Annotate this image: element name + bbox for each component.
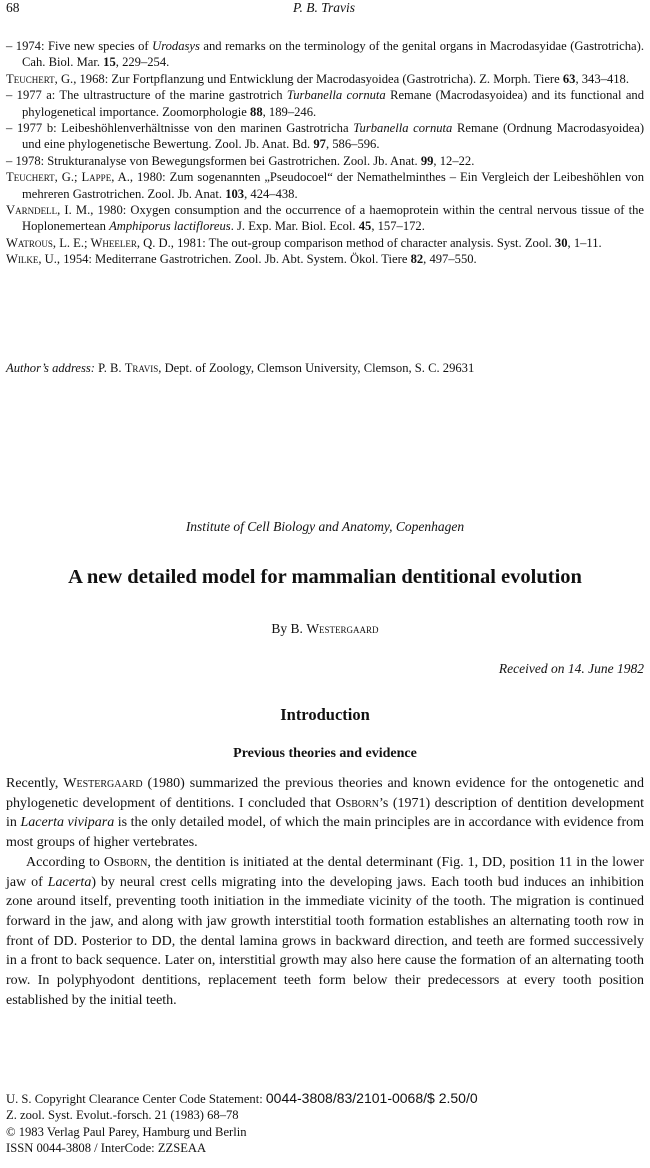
ref-volume: 103 xyxy=(225,186,245,201)
ref-italic: Amphiporus lactifloreus xyxy=(109,219,231,234)
text-run: is the only detailed model, of which the main principles are in accordance with evidence from most groups of higher vertebrates. xyxy=(6,815,644,851)
ref-dash: – xyxy=(6,121,17,136)
ref-author: Watrous, L. E.; Wheeler, Q. D. xyxy=(6,235,171,250)
ref-text: 1977 a: The ultrastructure of the marine gastrotrich xyxy=(16,88,287,103)
text-run: , the dentition is initiated at the dental determinant (Fig. 1, DD, position 11 in the lower jaw of xyxy=(6,854,644,890)
reference-entry xyxy=(6,120,644,153)
ref-volume: 88 xyxy=(250,104,263,119)
copyright-label: U. S. Copyright Clearance Center Code Statement: xyxy=(6,1092,266,1106)
byline-author: Westergaard xyxy=(306,621,379,636)
ref-text-rest: Remane (Macrodasyoidea) and its functional and phylogenetical importance. Zoomorphologie xyxy=(22,88,645,119)
address-name: Travis xyxy=(124,361,159,375)
ref-dash: – xyxy=(6,153,16,168)
ref-pages: , 586–596. xyxy=(325,137,380,152)
running-title: P. B. Travis xyxy=(292,0,355,15)
received-date: Received on 14. June 1982 xyxy=(498,661,644,676)
copyright-code: 0044-3808/83/2101-0068/$ 2.50/0 xyxy=(265,1090,478,1106)
ref-text: 1977 b: Leibeshöhlenverhältnisse von den marinen Gastrotricha xyxy=(16,121,354,136)
ref-pages: , 497–550. xyxy=(423,252,477,267)
species-name: Lacerta vivipara xyxy=(20,815,115,831)
ref-italic: Urodasys xyxy=(152,39,200,53)
journal-citation: Z. zool. Syst. Evolut.-forsch. 21 (1983) 68–78 xyxy=(6,1108,239,1123)
ref-text: , 1968: Zur Fortpflanzung und Entwicklung der Macrodasyoidea (Gastrotricha). Z. Morph. Tiere xyxy=(73,71,563,86)
institute-line: Institute of Cell Biology and Anatomy, Copenhagen xyxy=(185,519,465,534)
address-label: Author’s address: xyxy=(6,361,95,375)
ref-pages: , 157–172. xyxy=(371,219,425,234)
species-name: Lacerta xyxy=(47,874,92,890)
ref-author: Teuchert, G. xyxy=(6,71,74,86)
address-post: , Dept. of Zoology, Clemson University, Clemson, S. C. 29631 xyxy=(158,361,475,375)
text-run: ) by neural crest cells migrating into the developing jaws. Each tooth bud induces an inhibition zone around itself, preventing tooth initiation in the immediate vicinity of the tooth. The migration is continued forward in the jaw, and along with jaw growth interstitial tooth formation establishes an alternating tooth row in front of DD. Posterior to DD, the dental lamina grows in backward direction, and teeth are formed successively in a front to back sequence. Later on, interstitial growth may also here cause the formation of an alternating tooth row. In polyphyodont dentitions, replacement teeth form below their predecessors at every tooth position established by the initial teeth. xyxy=(6,874,644,1008)
cited-author: Osborn xyxy=(335,795,379,811)
reference-list xyxy=(6,38,644,268)
reference-entry xyxy=(6,251,644,267)
cited-author: Osborn xyxy=(103,854,148,870)
ref-pages: , 343–418. xyxy=(575,71,629,86)
ref-text-rest: and remarks on the terminology of the genital organs in Macrodasyidae (Gastrotricha). Cah. Biol. Mar. xyxy=(22,39,644,70)
ref-text: 1978: Strukturanalyse von Bewegungsformen bei Gastrotrichen. Zool. Jb. Anat. xyxy=(15,153,421,168)
ref-text: , 1981: The out-group comparison method of character analysis. Syst. Zool. xyxy=(170,235,555,250)
reference-entry xyxy=(6,235,644,251)
reference-entry xyxy=(6,87,644,120)
ref-dash: – xyxy=(6,88,17,103)
copyright-statement xyxy=(6,1090,644,1107)
page-number: 68 xyxy=(6,0,20,15)
address-pre: P. B. xyxy=(94,361,125,375)
ref-author: Teuchert, G.; Lappe, A. xyxy=(6,170,130,185)
publication-footer xyxy=(6,1090,644,1157)
reference-entry xyxy=(6,169,644,202)
ref-volume: 82 xyxy=(410,252,424,267)
ref-text-rest: . J. Exp. Mar. Biol. Ecol. xyxy=(230,219,359,234)
article-title: A new detailed model for mammalian dentitional evolution xyxy=(68,566,582,588)
ref-italic: Turbanella cornuta xyxy=(286,88,386,103)
paragraph-1 xyxy=(6,774,644,853)
paragraph-2 xyxy=(6,853,644,1011)
byline xyxy=(0,621,650,637)
ref-volume: 45 xyxy=(358,219,372,234)
ref-pages: , 12–22. xyxy=(433,153,475,168)
ref-volume: 97 xyxy=(313,137,326,152)
heading-introduction: Introduction xyxy=(280,705,370,724)
text-run: (1980) summarized the previous theories and known evidence for the ontogenetic and phylogenetic development of dentitions. I concluded that xyxy=(6,776,644,811)
ref-volume: 15 xyxy=(103,55,116,70)
ref-text: , 1980: Zum sogenannten „Pseudocoel“ der Nemathelminthes – Ein Vergleich der Leibeshöhlen von mehreren Gastrotrichen. Zool. Jb. Anat. xyxy=(22,170,644,201)
ref-pages: , 189–246. xyxy=(262,104,317,119)
ref-italic: Turbanella cornuta xyxy=(353,121,453,136)
author-address xyxy=(6,360,644,376)
ref-pages: , 424–438. xyxy=(244,186,298,201)
ref-volume: 30 xyxy=(554,235,568,250)
ref-text: 1974: Five new species of xyxy=(15,39,153,53)
byline-by: By B. xyxy=(271,621,307,636)
text-run: According to xyxy=(26,854,104,870)
publisher-line: © 1983 Verlag Paul Parey, Hamburg und Berlin xyxy=(6,1124,247,1139)
reference-entry xyxy=(6,202,644,235)
text-run: Recently, xyxy=(6,776,64,791)
ref-dash: – xyxy=(6,39,16,53)
reference-entry xyxy=(6,153,644,169)
ref-author: Wilke, U. xyxy=(6,252,57,267)
ref-volume: 99 xyxy=(420,153,434,168)
heading-previous-theories: Previous theories and evidence xyxy=(233,746,417,761)
ref-pages: , 229–254. xyxy=(115,55,170,70)
ref-text: , 1980: Oxygen consumption and the occurrence of a haemoprotein within the central nervous tissue of the Hoplonemertean xyxy=(22,203,644,234)
cited-author: Westergaard xyxy=(63,776,143,791)
ref-text: , 1954: Mediterrane Gastrotrichen. Zool. Jb. Abt. System. Ökol. Tiere xyxy=(56,252,411,267)
reference-entry xyxy=(6,71,644,87)
body-text xyxy=(6,774,644,1010)
issn-line: ISSN 0044-3808 / InterCode: ZZSEAA xyxy=(6,1141,207,1156)
ref-volume: 63 xyxy=(562,71,576,86)
ref-text-rest: Remane (Ordnung Macrodasyoidea) und eine phylogenetische Bewertung. Zool. Jb. Anat. Bd. xyxy=(22,121,645,152)
text-run: ’s (1971) description of dentition development in xyxy=(6,795,644,831)
reference-entry xyxy=(6,38,644,71)
running-header xyxy=(6,0,642,20)
ref-pages: , 1–11. xyxy=(567,235,602,250)
ref-author: Varndell, I. M. xyxy=(6,203,91,218)
